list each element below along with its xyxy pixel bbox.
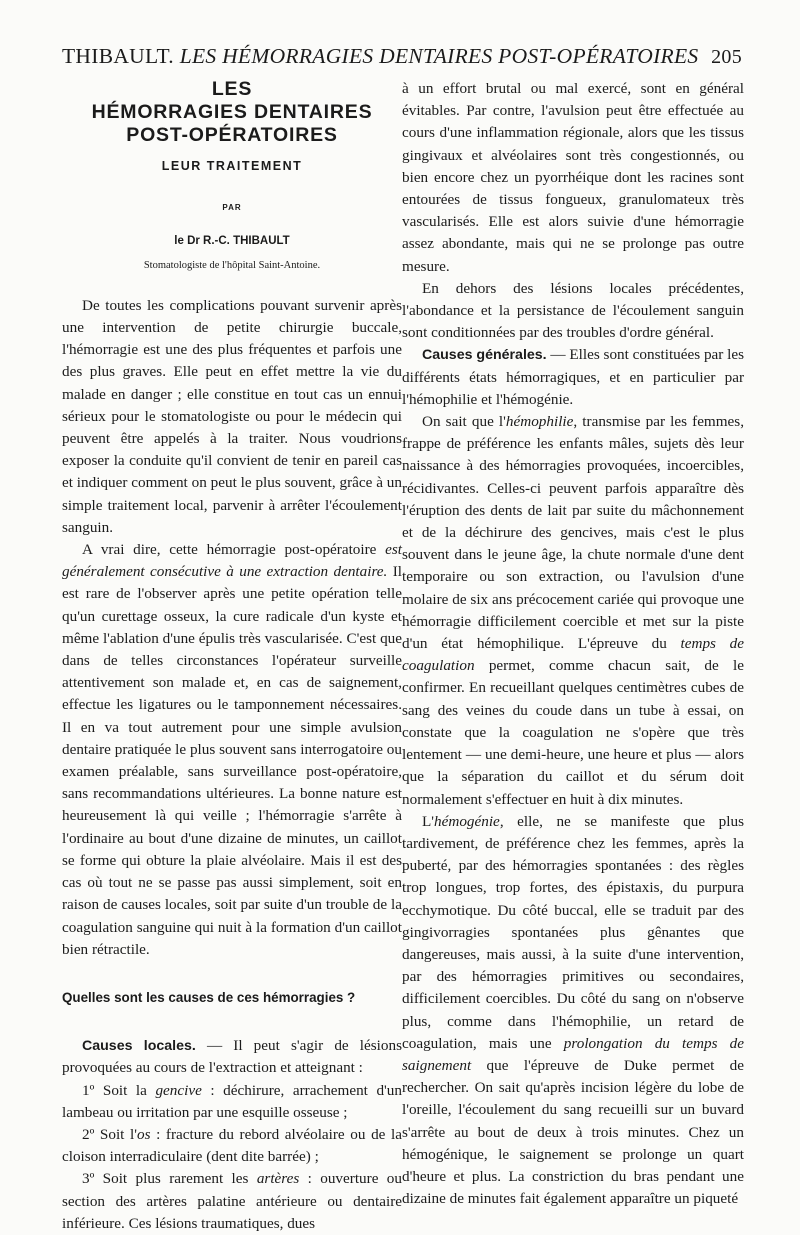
continued-paragraph: à un effort brutal ou mal exercé, sont en général évitables. Par contre, l'avulsion peut être effectuée au cours d'une inflammation régionale, alors que les tissus gingivaux et alvéolaires sont très congestionnés, ou bien encore chez un pyorrhéique dont les racines sont entourées de tissus fongueux, granulomateux très vascularisés. Elle est alors suivie d'une hémorragie assez abondante, mais qui ne se prolonge pas outre mesure. [402,80,744,275]
page-number: 205 [711,46,742,68]
general-troubles-paragraph: En dehors des lésions locales précédentes, l'abondance et la persistance de l'écoulement sanguin sont conditionnées par des troubles d'ordre général. [402,279,744,342]
running-head-title: LES HÉMORRAGIES DENTAIRES POST-OPÉRATOIRES [179,44,699,68]
run-in-heading: Causes générales. [422,347,547,364]
text-span: 1º Soit la [82,1081,156,1099]
emphasis: temps de coagulation [402,635,744,675]
emphasis: os [136,1125,151,1143]
article-title [62,78,402,147]
article-title-line-2: HÉMORRAGIES DENTAIRES [91,101,373,123]
list-item-2 [62,1124,402,1168]
right-column [402,78,744,1210]
text-span: A vrai dire, cette hémorragie post-opératoire [82,541,386,559]
text-span: On sait que l' [422,413,506,431]
text-span: L' [422,812,435,830]
list-item-1 [62,1080,402,1124]
emphasis: hémogénie [434,812,500,830]
intro-paragraph: De toutes les complications pouvant survenir après une intervention de petite chirurgie buccale, l'hémorragie est une des plus fréquentes et parfois une des plus graves. Elle peut en effet mettre la vie du malade en danger ; elle constitue en tout cas un ennui sérieux pour le stomatologiste ou pour le médecin qui peuvent être appelés à la traiter. Nous voudrions exposer la conduite qu'il convient de tenir en pareil cas et indiquer comment on peut le plus souvent, grâce à un simple traitement local, parvenir à arrêter l'écoulement sanguin. [62,296,402,536]
emphasis: gencive [155,1081,202,1099]
text-span: , transmise par les femmes, frappe de préférence les enfants mâles, sujets dès leur naissance à des hémorragies provoquées, incoercibles, récidivantes. Celles-ci peuvent parfois apparaître dès l'éruption des dents de lait par suite du mâchonnement et de la déchirure des gencives, mais c'est le plus souvent dans le jeune âge, la chute normale d'une dent temporaire ou son extraction, ou l'avulsion d'une molaire de six ans précocement cariée qui provoque une hémorragie difficilement coercible et met sur la piste d'un état hémophilique. L'épreuve du [402,413,745,653]
article-title-line-3: POST-OPÉRATOIRES [126,124,338,146]
emphasis: est généralement consécutive à une extraction dentaire. [62,541,402,581]
text-span: 2º Soit l' [82,1125,137,1143]
byline-affiliation: Stomatologiste de l'hôpital Saint-Antoine. [143,259,321,271]
text-span: : ouverture ou section des artères palatine antérieure ou dentaire inférieure. Ces lésions traumatiques, dues [62,1170,402,1232]
text-span: : fracture du rebord alvéolaire ou de la cloison interradiculaire (dent dite barrée) ; [62,1125,402,1166]
causes-generales-paragraph [402,344,744,411]
text-span: permet, comme chacun sait, de le confirmer. En recueillant quelques centimètres cubes de sang des veines du coude dans un tube à essai, on constate que la coagulation ne s'opère que très lentement — une demi-heure, une heure et plus — alors que la séparation du caillot et du sérum doit normalement s'effectuer en huit à dix minutes. [402,657,744,808]
running-head-author: THIBAULT. [62,44,174,68]
byline-author: le Dr R.-C. THIBAULT [174,235,290,248]
text-span: , elle, ne se manifeste que plus tardivement, de préférence chez les femmes, après la puberté, par des hémorragies spontanées : des règles trop longues, trop fortes, des épistaxis, du purpura ecchymotique. Du côté buccal, elle se traduit par des gingivorragies spontanées plus gênantes que dangereuses, mais aussi, à la suite d'une intervention, par des hémorragies primitives ou secondaires, difficilement coercibles. Du côté du sang on n'observe plus, comme dans l'hémophilie, un retard de coagulation, mais une [402,812,744,1052]
paragraph-2 [62,539,402,961]
article-title-line-1: LES [211,78,253,100]
text-span: — Il peut s'agir de lésions provoquées au cours de l'extraction et atteignant : [62,1037,402,1077]
section-heading: Quelles sont les causes de ces hémorragies ? [62,989,356,1005]
emphasis: hémophilie [505,413,574,431]
run-in-heading: Causes locales. [82,1038,196,1055]
left-column [62,78,402,1235]
list-item-3 [62,1168,402,1235]
emphasis: artères [256,1170,300,1188]
article-subtitle: LEUR TRAITEMENT [161,159,303,173]
text-span: — Elles sont constituées par les différents états hémorragiques, et en particulier par l'hémophilie et l'hémogénie. [402,346,745,408]
byline-par: PAR [222,203,242,213]
running-head [62,44,742,69]
hemophilie-paragraph [402,411,744,811]
text-span: que l'épreuve de Duke permet de rechercher. On sait qu'après incision légère du lobe de l'oreille, l'écoulement du sang recueilli sur un buvard s'arrête au bout de deux à trois minutes. Chez un hémogénique, le saignement se prolonge un quart d'heure et plus. La constriction du bras pendant une dizaine de minutes fait également apparaître un piqueté [402,1056,744,1208]
causes-locales-paragraph [62,1035,402,1079]
emphasis: prolongation du temps de saignement [402,1034,744,1074]
text-span: : déchirure, arrachement d'un lambeau ou irritation par une esquille osseuse ; [62,1081,402,1121]
text-span: Il est rare de l'observer après une petite opération telle qu'un curettage osseux, la cure radicale d'un kyste et même l'ablation d'une épulis très vascularisée. C'est que dans de telles circonstances l'opérateur surveille attentivement son malade et, en cas de saignement, effectue les ligatures ou le tamponnement nécessaires. Il en va tout autrement pour une simple avulsion dentaire pratiquée le plus souvent sans interrogatoire ou examen préalable, sans surveillance post-opératoire, sans recommandations ultérieures. La bonne nature est heureusement là qui veille ; l'hémorragie s'arrête à l'ordinaire au bout d'une dizaine de minutes, un caillot se forme qui obture la plaie alvéolaire. Mais il est des cas où tout ne se passe pas aussi simplement, soit en raison de causes locales, soit par suite d'un trouble de la coagulation sanguine qui nuit à la formation d'un caillot bien rétractile. [62,563,403,958]
text-span: 3º Soit plus rarement les [82,1170,257,1188]
hemogenie-paragraph [402,811,744,1211]
